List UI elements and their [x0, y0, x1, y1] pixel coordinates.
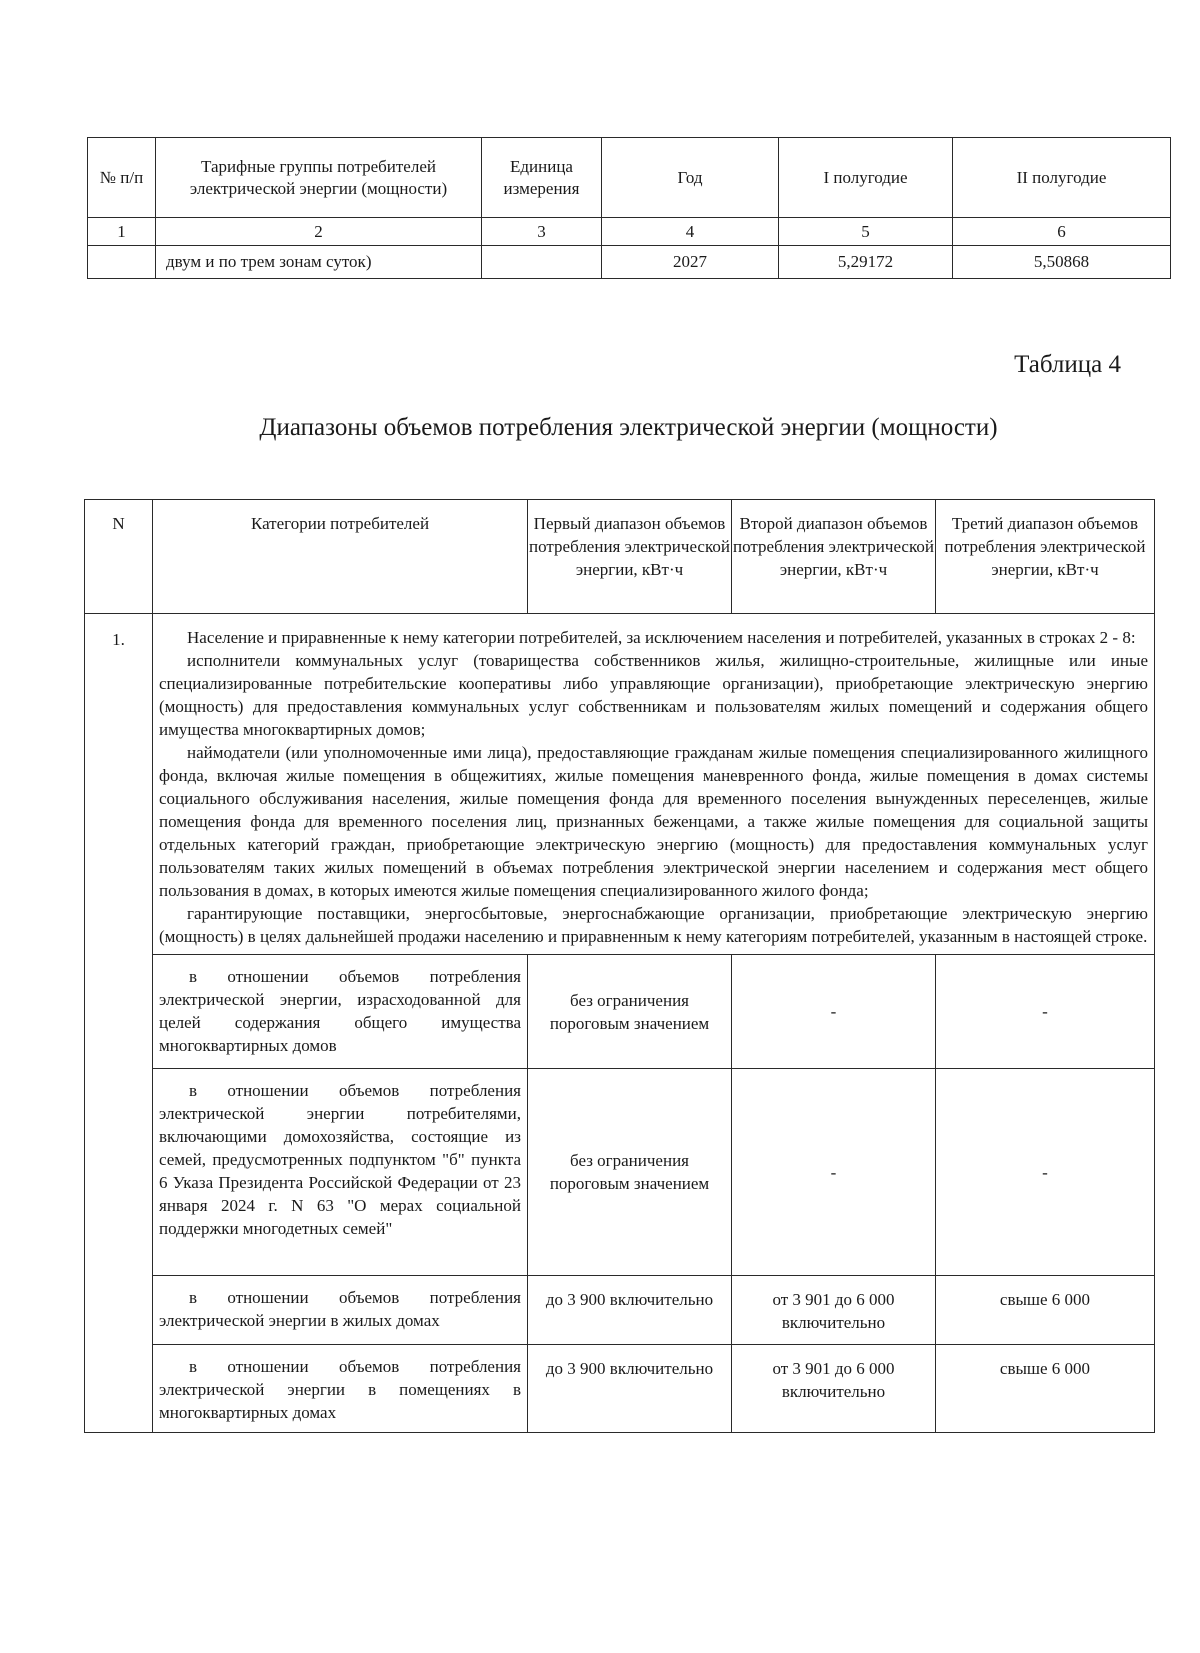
column-number: 3 [482, 218, 602, 246]
header-cell-range-3: Третий диапазон объемов потребления электрической энергии, кВт·ч [936, 500, 1155, 614]
paragraph: исполнители коммунальных услуг (товарищества собственников жилья, жилищно-строительные, жилищные или иные специализированные потребительские кооперативы либо управляющие организации), приобретающие электрическую энергию (мощность) для предоставления коммунальных услуг собственникам и пользователям жилых помещений и содержания общего имущества многоквартирных домов; [159, 651, 1148, 739]
table-row [85, 1345, 1155, 1433]
range-1-value: до 3 900 включительно [528, 1276, 732, 1345]
table-row [85, 1069, 1155, 1276]
range-1-value: без ограничения пороговым значением [528, 955, 732, 1069]
table-row [85, 1276, 1155, 1345]
header-cell-unit: Единица измерения [482, 138, 602, 218]
year-value: 2027 [602, 246, 779, 279]
tariff-table [87, 137, 1171, 279]
subcategory-text: в отношении объемов потребления электрической энергии потребителями, включающими домохозяйства, состоящие из семей, предусмотренных подпунктом "б" пункта 6 Указа Президента Российской Федерации от 23 января 2024 г. N 63 "О мерах социальной поддержки многодетных семей" [153, 1069, 528, 1276]
range-3-value: - [936, 955, 1155, 1069]
header-cell-number: № п/п [88, 138, 156, 218]
header-cell-range-2: Второй диапазон объемов потребления электрической энергии, кВт·ч [732, 500, 936, 614]
second-half-value: 5,50868 [953, 246, 1171, 279]
range-2-value: от 3 901 до 6 000 включительно [732, 1345, 936, 1433]
paragraph: наймодатели (или уполномоченные ими лица), предоставляющие гражданам жилые помещения специализированного жилищного фонда, включая жилые помещения в общежитиях, жилые помещения маневренного фонда, жилые помещения в домах системы социального обслуживания населения, жилые помещения фонда для временного поселения вынужденных переселенцев, жилые помещения фонда для временного поселения лиц, признанных беженцами, а также жилые помещения для социальной защиты отдельных категорий граждан, приобретающие электрическую энергию (мощность) для предоставления коммунальных услуг пользователям таких жилых помещений в объемах потребления электрической энергии населением и содержания мест общего пользования в домах, в которых имеются жилые помещения специализированного жилого фонда; [159, 743, 1148, 900]
consumption-ranges-table [84, 499, 1155, 1433]
range-3-value: - [936, 1069, 1155, 1276]
paragraph: гарантирующие поставщики, энергосбытовые, энергоснабжающие организации, приобретающие электрическую энергию (мощность) в целях дальнейшей продажи населению и приравненным к нему категориям потребителей, указанным в настоящей строке. [159, 904, 1148, 946]
column-number: 1 [88, 218, 156, 246]
ranges-table-header-row [85, 500, 1155, 614]
range-1-value: без ограничения пороговым значением [528, 1069, 732, 1276]
table-row [88, 246, 1171, 279]
range-2-value: - [732, 1069, 936, 1276]
table-caption: Таблица 4 [1014, 351, 1121, 378]
header-cell-tariff-groups: Тарифные группы потребителей электрической энергии (мощности) [156, 138, 482, 218]
unit-value [482, 246, 602, 279]
first-half-value: 5,29172 [779, 246, 953, 279]
header-cell-first-half: I полугодие [779, 138, 953, 218]
header-cell-year: Год [602, 138, 779, 218]
header-cell-range-1: Первый диапазон объемов потребления электрической энергии, кВт·ч [528, 500, 732, 614]
subcategory-text: в отношении объемов потребления электрической энергии в жилых домах [153, 1276, 528, 1345]
subcategory-text: в отношении объемов потребления электрической энергии, израсходованной для целей содержания общего имущества многоквартирных домов [153, 955, 528, 1069]
column-number: 2 [156, 218, 482, 246]
range-3-value: свыше 6 000 [936, 1276, 1155, 1345]
table-row [85, 614, 1155, 955]
header-cell-category: Категории потребителей [153, 500, 528, 614]
tariff-group-text: двум и по трем зонам суток) [156, 246, 482, 279]
header-cell-n: N [85, 500, 153, 614]
range-2-value: от 3 901 до 6 000 включительно [732, 1276, 936, 1345]
row-number [88, 246, 156, 279]
table-row [85, 955, 1155, 1069]
header-cell-second-half: II полугодие [953, 138, 1171, 218]
column-numbers-row [88, 218, 1171, 246]
tariff-table-header-row [88, 138, 1171, 218]
column-number: 5 [779, 218, 953, 246]
row-number: 1. [85, 614, 153, 1433]
column-number: 6 [953, 218, 1171, 246]
category-description [153, 614, 1155, 955]
column-number: 4 [602, 218, 779, 246]
table-title: Диапазоны объемов потребления электрической энергии (мощности) [259, 414, 998, 441]
subcategory-text: в отношении объемов потребления электрической энергии в помещениях в многоквартирных домах [153, 1345, 528, 1433]
range-1-value: до 3 900 включительно [528, 1345, 732, 1433]
range-3-value: свыше 6 000 [936, 1345, 1155, 1433]
paragraph: Население и приравненные к нему категории потребителей, за исключением населения и потребителей, указанных в строках 2 - 8: [187, 628, 1136, 647]
range-2-value: - [732, 955, 936, 1069]
